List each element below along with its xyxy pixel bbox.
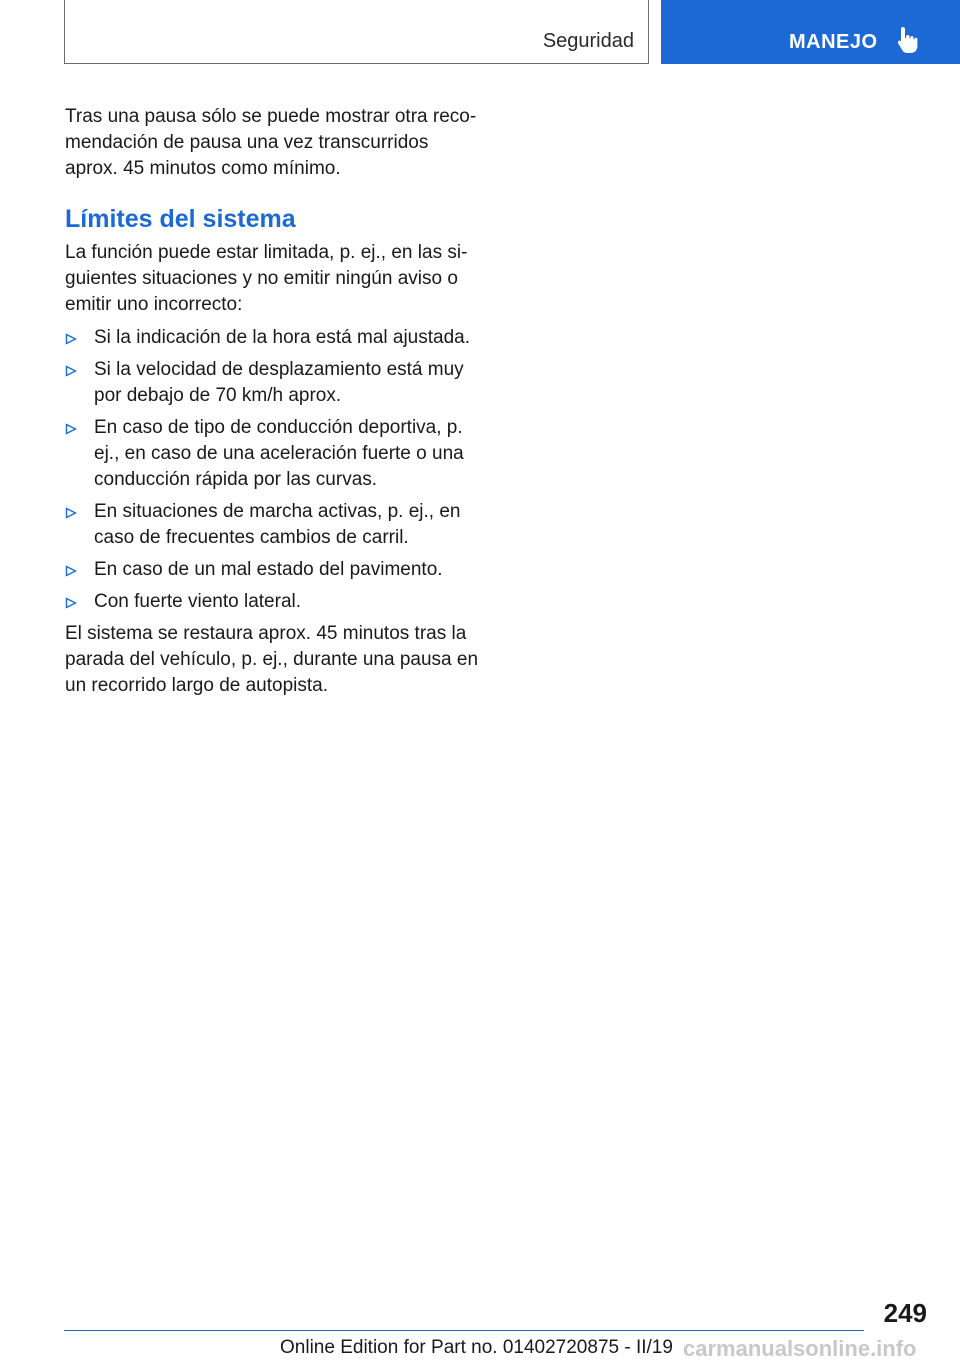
page-number: 249 [883,1298,927,1328]
header-chapter-tab [661,0,960,64]
list-item [65,415,485,493]
list-item-text: En situaciones de marcha activas, p. ej., en caso de frecuentes cambios de carril. [94,501,461,548]
section-heading: Límites del sistema [65,205,296,233]
limitations-list [65,325,485,615]
list-item-text: Si la indicación de la hora está mal ajustada. [94,327,471,348]
list-item-text: En caso de un mal estado del pavimento. [94,559,443,580]
header-section-title: Seguridad [542,30,634,52]
list-item [65,357,485,409]
pointing-hand-icon [897,27,919,55]
list-item [65,499,485,551]
triangle-bullet-icon [65,597,77,609]
list-item [65,589,485,615]
header-chapter-label: MANEJO [789,31,878,53]
header-section-box [64,0,649,64]
triangle-bullet-icon [65,333,77,345]
closing-paragraph: El sistema se restaura aprox. 45 minutos tras la parada del vehículo, p. ej., durante una pausa en un recorrido largo de autopista. [65,623,479,696]
list-item-text: En caso de tipo de conducción deportiva, p. ej., en caso de una aceleración fuerte o una conducción rápida por las curvas. [94,417,464,490]
footer-divider [64,1330,864,1331]
list-item-text: Con fuerte viento lateral. [94,591,302,612]
lead-paragraph: La función puede estar limitada, p. ej., en las si-guientes situaciones y no emitir ningún aviso o emitir uno incorrecto: [65,242,468,315]
footer-edition-text: Online Edition for Part no. 01402720875 - II/19 [280,1337,673,1358]
triangle-bullet-icon [65,565,77,577]
triangle-bullet-icon [65,365,77,377]
triangle-bullet-icon [65,423,77,435]
triangle-bullet-icon [65,507,77,519]
list-item-text: Si la velocidad de desplazamiento está muy por debajo de 70 km/h aprox. [94,359,464,406]
intro-paragraph: Tras una pausa sólo se puede mostrar otra reco-mendación de pausa una vez transcurridos aprox. 45 minutos como mínimo. [65,106,477,179]
main-content [65,104,485,699]
list-item [65,325,485,351]
list-item [65,557,485,583]
watermark-text: carmanualsonline.info [683,1336,917,1361]
